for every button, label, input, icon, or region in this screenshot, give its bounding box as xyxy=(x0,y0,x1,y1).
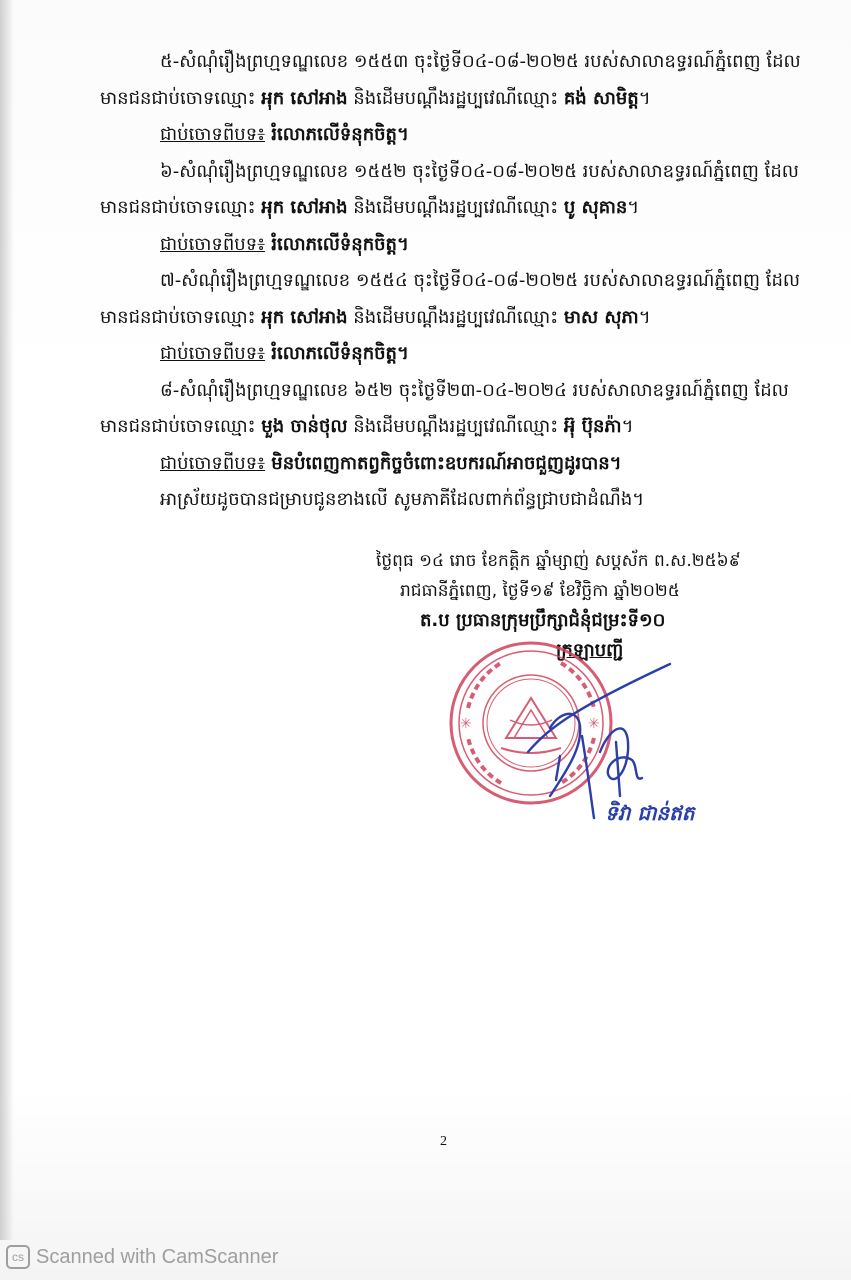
plaintiff-label: និងដើមបណ្តឹងរដ្ឋប្បវេណីឈ្មោះ xyxy=(347,306,564,328)
sentence-end: ។ xyxy=(621,416,634,437)
sentence-end: ។ xyxy=(638,306,651,328)
accused-label: មានជនជាប់ចោទឈ្មោះ xyxy=(100,306,262,328)
plaintiff-label: និងដើមបណ្តឹងរដ្ឋប្បវេណីឈ្មោះ xyxy=(347,87,564,109)
accused-name: អុក សៅអាង xyxy=(261,306,348,328)
ruling-text: រំលោភលើទំនុកចិត្ត។ xyxy=(265,124,409,145)
ruling-label: ជាប់ចោទពីបទ៖ xyxy=(160,452,266,474)
on-behalf-title: ត.ប ប្រធានក្រុមប្រឹក្សាជំនុំជម្រះទី១០ xyxy=(420,610,666,631)
item-7-line-1: ៧-សំណុំរឿងព្រហ្មទណ្ឌលេខ ១៥៥៤ ចុះថ្ងៃទី០៤-០៨-២០២៥ របស់សាលាឧទ្ធរណ៍ភ្នំពេញ ដែល xyxy=(160,270,801,291)
ruling-text: មិនបំពេញកាតព្វកិច្ចចំពោះឧបករណ៍អាចជួញដូរបាន។ xyxy=(265,452,622,474)
item-5-line-1: ៥-សំណុំរឿងព្រហ្មទណ្ឌលេខ ១៥៥៣ ចុះថ្ងៃទី០៤-០៨-២០២៥ របស់សាលាឧទ្ធរណ៍ភ្នំពេញ ដែល xyxy=(160,51,801,72)
item-6-line-1: ៦-សំណុំរឿងព្រហ្មទណ្ឌលេខ ១៥៥២ ចុះថ្ងៃទី០៤-០៨-២០២៥ របស់សាលាឧទ្ធរណ៍ភ្នំពេញ ដែល xyxy=(160,160,799,182)
ruling-text: រំលោភលើទំនុកចិត្ត។ xyxy=(265,343,409,364)
ruling-label: ជាប់ចោទពីបទ៖ xyxy=(160,124,266,145)
item-8-line-1: ៨-សំណុំរឿងព្រហ្មទណ្ឌលេខ ៦៥២ ចុះថ្ងៃទី២៣-០៤-២០២៤ របស់សាលាឧទ្ធរណ៍ភ្នំពេញ ដែល xyxy=(160,379,789,401)
civil-date: រាជធានីភ្នំពេញ, ថ្ងៃទី១៩ ខែវិច្ឆិកា ឆ្នាំ២០២៥ xyxy=(400,581,680,601)
item-5-line-2 xyxy=(100,81,815,118)
item-7-line-2 xyxy=(100,300,815,337)
signer-name: ទិវា ជាន់ឥត xyxy=(605,801,695,825)
accused-name: មួង ចាន់ថុល xyxy=(261,416,348,437)
lunar-date: ថ្ងៃពុធ ១៤ រោច ខែកត្តិក ឆ្នាំម្សាញ់ សប្តស័ក ព.ស.២៥៦៩ xyxy=(376,551,741,571)
ruling-text: រំលោភលើទំនុកចិត្ត។ xyxy=(265,233,409,255)
sentence-end: ។ xyxy=(627,197,640,218)
scanner-watermark xyxy=(6,1245,278,1269)
conclusion-text: អាស្រ័យដូចបានជម្រាបជូនខាងលើ សូមភាគីដែលពាក់ព័ន្ធជ្រាបជាដំណឹង។ xyxy=(160,489,645,510)
plaintiff-label: និងដើមបណ្តឹងរដ្ឋប្បវេណីឈ្មោះ xyxy=(347,197,564,218)
item-7-ruling xyxy=(100,336,815,373)
accused-label: មានជនជាប់ចោទឈ្មោះ xyxy=(100,87,262,109)
svg-text:✳: ✳ xyxy=(460,716,472,732)
accused-label: មានជនជាប់ចោទឈ្មោះ xyxy=(100,416,262,437)
scanner-watermark-text: Scanned with CamScanner xyxy=(36,1245,279,1268)
sentence-end: ។ xyxy=(638,87,651,109)
plaintiff-name: អ៊ុ ប៊ុនភ៉ា xyxy=(563,416,622,437)
plaintiff-name: មាស សុភា xyxy=(563,306,639,328)
document-body xyxy=(100,44,815,519)
camscanner-logo-icon: cs xyxy=(6,1245,30,1269)
accused-name: អុក សៅអាង xyxy=(261,197,348,218)
item-8-line-2 xyxy=(100,409,815,446)
clerk-title: ក្រឡាបញ្ជី xyxy=(556,640,624,661)
plaintiff-name: បូ សុគាន xyxy=(563,197,628,218)
plaintiff-name: គង់ សាមិត្ត xyxy=(563,87,639,109)
item-6-line-2 xyxy=(100,190,815,227)
item-5-ruling xyxy=(100,117,815,154)
item-6-ruling xyxy=(100,227,815,264)
accused-label: មានជនជាប់ចោទឈ្មោះ xyxy=(100,197,262,218)
ruling-label: ជាប់ចោទពីបទ៖ xyxy=(160,343,266,364)
scan-shadow xyxy=(0,0,14,1240)
accused-name: អុក សៅអាង xyxy=(261,87,348,109)
page-number: 2 xyxy=(440,1134,447,1149)
ruling-label: ជាប់ចោទពីបទ៖ xyxy=(160,233,266,255)
svg-text:✳: ✳ xyxy=(588,716,600,732)
plaintiff-label: និងដើមបណ្តឹងរដ្ឋប្បវេណីឈ្មោះ xyxy=(347,416,564,437)
item-8-ruling xyxy=(100,446,815,483)
